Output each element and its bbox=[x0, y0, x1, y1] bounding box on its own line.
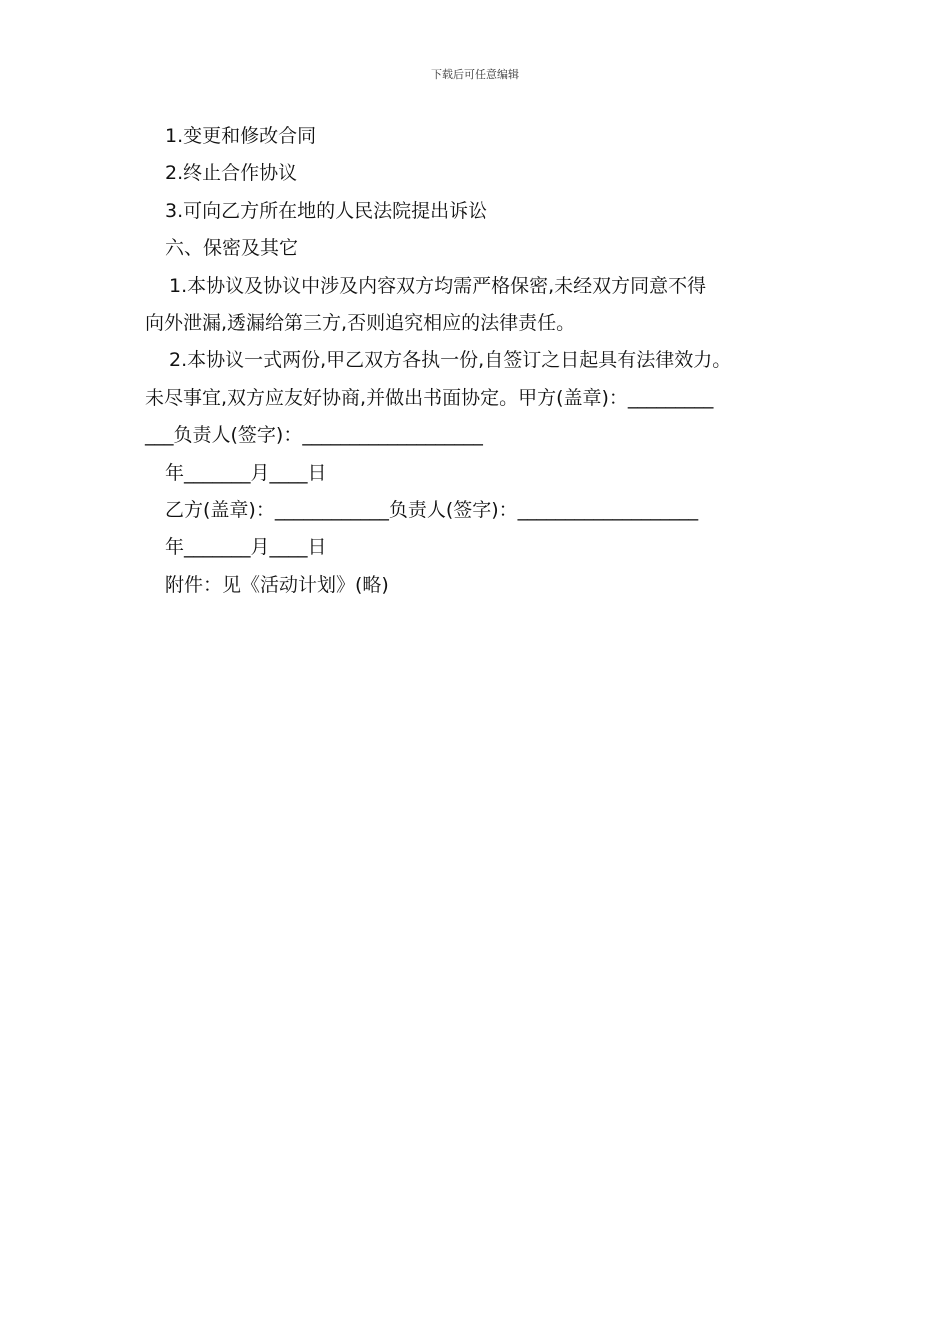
page-header-note: 下载后可任意编辑 bbox=[431, 68, 519, 81]
party-b-date: 年_______月____日 bbox=[165, 536, 327, 559]
clause-copies-2-cont-party-a-seal: 未尽事宜,双方应友好协商,并做出书面协定。甲方(盖章)：_________ bbox=[145, 386, 714, 409]
party-b-seal-signatory: 乙方(盖章)：____________负责人(签字)：___________________ bbox=[165, 498, 699, 521]
clause-copies-2: 2.本协议一式两份,甲乙双方各执一份,自签订之日起具有法律效力。 bbox=[169, 349, 732, 372]
document-body bbox=[145, 118, 825, 604]
clause-change-contract: 1.变更和修改合同 bbox=[165, 125, 317, 147]
party-a-signatory: ___负责人(签字)：___________________ bbox=[145, 424, 483, 447]
clause-confidentiality-1-cont: 向外泄漏,透漏给第三方,否则追究相应的法律责任。 bbox=[145, 311, 576, 334]
section-heading-confidentiality: 六、保密及其它 bbox=[165, 237, 299, 260]
attachment-note: 附件：见《活动计划》(略) bbox=[165, 573, 389, 596]
clause-terminate-agreement: 2.终止合作协议 bbox=[165, 162, 298, 185]
party-a-date: 年_______月____日 bbox=[165, 461, 327, 484]
clause-confidentiality-1: 1.本协议及协议中涉及内容双方均需严格保密,未经双方同意不得 bbox=[169, 274, 707, 297]
clause-file-lawsuit: 3.可向乙方所在地的人民法院提出诉讼 bbox=[165, 199, 488, 222]
